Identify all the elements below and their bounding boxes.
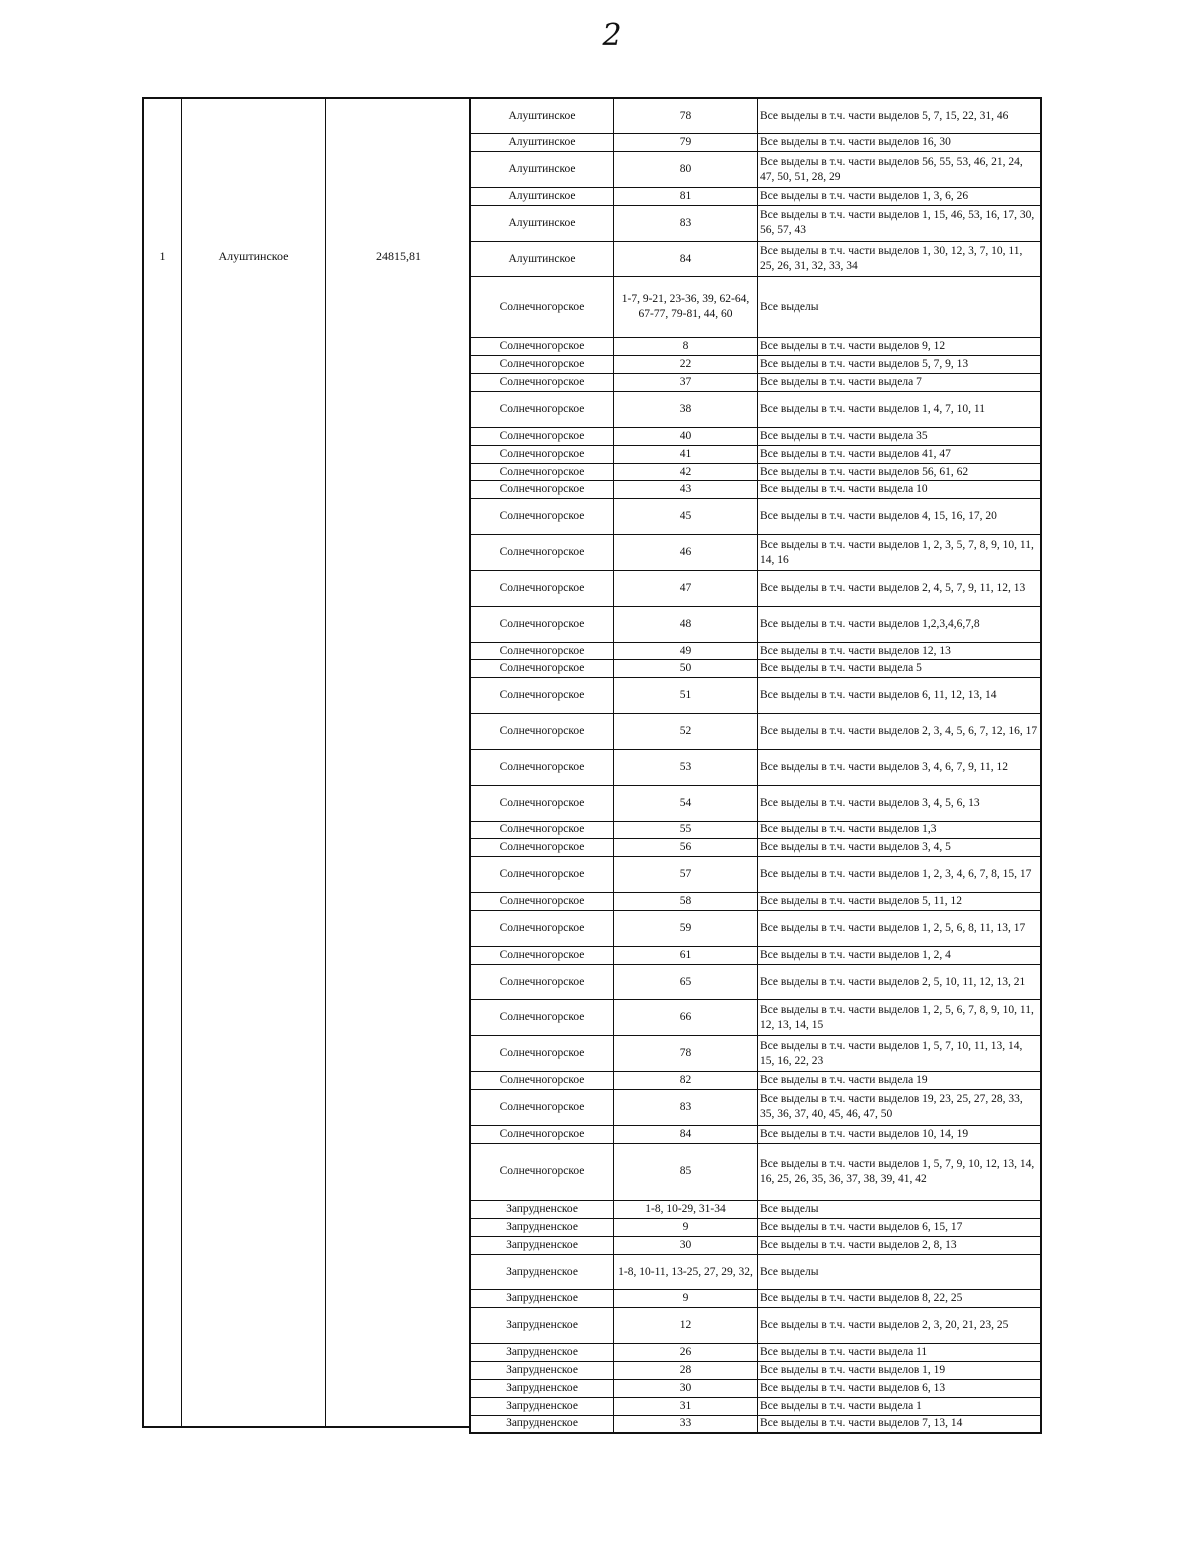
forestry-cell: Алуштинское [470,98,614,134]
table-row [470,463,1041,481]
forestry-cell: Солнечногорское [470,1000,614,1036]
description-cell: Все выделы в т.ч. части выделов 3, 4, 5 [758,839,1042,857]
description-cell: Все выделы в т.ч. части выделов 2, 3, 20, 21, 23, 25 [758,1308,1042,1344]
forestry-cell: Солнечногорское [470,857,614,893]
table-row [470,1143,1041,1200]
description-cell: Все выделы в т.ч. части выдела 7 [758,374,1042,392]
forestry-cell: Алуштинское [470,241,614,277]
forestry-cell: Солнечногорское [470,1143,614,1200]
quarter-cell: 41 [614,445,758,463]
forestry-cell: Алуштинское [470,134,614,152]
quarter-cell: 83 [614,1089,758,1125]
area-value: 24815,81 [376,249,421,263]
table-row [470,1397,1041,1415]
quarter-cell: 1-7, 9-21, 23-36, 39, 62-64, 67-77, 79-81, 44, 60 [614,277,758,338]
table-row [470,1000,1041,1036]
table-row [470,570,1041,606]
table-row [470,374,1041,392]
quarter-cell: 85 [614,1143,758,1200]
quarter-cell: 38 [614,392,758,428]
forestry-cell: Солнечногорское [470,785,614,821]
description-cell: Все выделы в т.ч. части выделов 9, 12 [758,338,1042,356]
quarter-cell: 40 [614,427,758,445]
forestry-cell: Запрудненское [470,1218,614,1236]
description-cell: Все выделы в т.ч. части выделов 1,3 [758,821,1042,839]
table-row [470,893,1041,911]
quarter-cell: 9 [614,1218,758,1236]
table-row [470,1254,1041,1290]
description-cell: Все выделы в т.ч. части выделов 1, 15, 46, 53, 16, 17, 30, 56, 57, 43 [758,205,1042,241]
quarter-cell: 50 [614,660,758,678]
forestry-cell: Запрудненское [470,1379,614,1397]
table-row [470,152,1041,188]
quarter-cell: 49 [614,642,758,660]
quarter-cell: 56 [614,839,758,857]
description-cell: Все выделы в т.ч. части выделов 5, 11, 12 [758,893,1042,911]
row-number: 1 [159,249,166,263]
forestry-cell: Солнечногорское [470,463,614,481]
table-row [470,98,1041,134]
description-cell: Все выделы в т.ч. части выделов 16, 30 [758,134,1042,152]
description-cell: Все выделы в т.ч. части выделов 1, 2, 4 [758,946,1042,964]
forestry-cell: Алуштинское [470,205,614,241]
description-cell: Все выделы в т.ч. части выделов 1, 2, 5, 6, 8, 11, 13, 17 [758,910,1042,946]
description-cell: Все выделы в т.ч. части выдела 5 [758,660,1042,678]
description-cell: Все выделы в т.ч. части выделов 1, 2, 3, 4, 6, 7, 8, 15, 17 [758,857,1042,893]
quarter-cell: 1-8, 10-29, 31-34 [614,1200,758,1218]
forestry-cell: Солнечногорское [470,821,614,839]
forestry-cell: Солнечногорское [470,392,614,428]
forestry-cell: Солнечногорское [470,499,614,535]
description-cell: Все выделы в т.ч. части выделов 41, 47 [758,445,1042,463]
description-cell: Все выделы в т.ч. части выделов 2, 4, 5, 7, 9, 11, 12, 13 [758,570,1042,606]
quarter-cell: 57 [614,857,758,893]
table-row [470,392,1041,428]
quarter-cell: 83 [614,205,758,241]
forestry-cell: Солнечногорское [470,964,614,1000]
table-row [470,427,1041,445]
quarter-cell: 45 [614,499,758,535]
details-table [469,97,1042,1434]
quarter-cell: 84 [614,1125,758,1143]
quarter-cell: 51 [614,678,758,714]
quarter-cell: 78 [614,98,758,134]
forestry-cell: Запрудненское [470,1200,614,1218]
quarter-cell: 58 [614,893,758,911]
quarter-cell: 43 [614,481,758,499]
description-cell: Все выделы в т.ч. части выделов 2, 3, 4, 5, 6, 7, 12, 16, 17 [758,714,1042,750]
table-row [470,338,1041,356]
forestry-cell: Солнечногорское [470,1036,614,1072]
table-row [470,1089,1041,1125]
forestry-cell: Солнечногорское [470,445,614,463]
table-row [470,1036,1041,1072]
forestry-cell: Солнечногорское [470,1072,614,1090]
description-cell: Все выделы в т.ч. части выделов 1, 2, 3, 5, 7, 8, 9, 10, 11, 14, 16 [758,535,1042,571]
table-row [470,1072,1041,1090]
description-cell: Все выделы в т.ч. части выделов 1, 5, 7, 9, 10, 12, 13, 14, 16, 25, 26, 35, 36, 37, 38, 39, 41, 42 [758,1143,1042,1200]
description-cell: Все выделы в т.ч. части выделов 8, 22, 25 [758,1290,1042,1308]
table-row [470,1361,1041,1379]
table-row [470,660,1041,678]
quarter-cell: 30 [614,1379,758,1397]
quarter-cell: 31 [614,1397,758,1415]
description-cell: Все выделы в т.ч. части выдела 1 [758,1397,1042,1415]
quarter-cell: 8 [614,338,758,356]
forestry-cell: Запрудненское [470,1361,614,1379]
quarter-cell: 30 [614,1236,758,1254]
quarter-cell: 78 [614,1036,758,1072]
table-row [470,535,1041,571]
quarter-cell: 42 [614,463,758,481]
forestry-cell: Солнечногорское [470,427,614,445]
quarter-cell: 22 [614,356,758,374]
forestry-cell: Солнечногорское [470,606,614,642]
table-row [470,821,1041,839]
table-row [470,678,1041,714]
forestry-cell: Солнечногорское [470,910,614,946]
quarter-cell: 52 [614,714,758,750]
description-cell: Все выделы в т.ч. части выделов 12, 13 [758,642,1042,660]
description-cell: Все выделы в т.ч. части выделов 56, 55, 53, 46, 21, 24, 47, 50, 51, 28, 29 [758,152,1042,188]
forestry-cell: Солнечногорское [470,1089,614,1125]
quarter-cell: 33 [614,1415,758,1433]
table-row [470,964,1041,1000]
description-cell: Все выделы [758,277,1042,338]
forestry-cell: Запрудненское [470,1290,614,1308]
forestry-cell: Солнечногорское [470,839,614,857]
forestry-cell: Запрудненское [470,1308,614,1344]
description-cell: Все выделы в т.ч. части выделов 1, 2, 5, 6, 7, 8, 9, 10, 11, 12, 13, 14, 15 [758,1000,1042,1036]
forestry-name-column [182,99,326,1426]
quarter-cell: 53 [614,749,758,785]
forestry-cell: Солнечногорское [470,338,614,356]
forestry-cell: Солнечногорское [470,749,614,785]
table-row [470,839,1041,857]
table-row [470,1379,1041,1397]
description-cell: Все выделы в т.ч. части выделов 10, 14, 19 [758,1125,1042,1143]
description-cell: Все выделы в т.ч. части выдела 10 [758,481,1042,499]
description-cell: Все выделы в т.ч. части выделов 7, 13, 14 [758,1415,1042,1433]
table-row [470,277,1041,338]
quarter-cell: 79 [614,134,758,152]
quarter-cell: 54 [614,785,758,821]
forestry-cell: Запрудненское [470,1344,614,1362]
description-cell: Все выделы в т.ч. части выделов 5, 7, 15, 22, 31, 46 [758,98,1042,134]
row-number-column [144,99,182,1426]
forestry-cell: Солнечногорское [470,1125,614,1143]
table-row [470,205,1041,241]
description-cell: Все выделы в т.ч. части выделов 19, 23, 25, 27, 28, 33, 35, 36, 37, 40, 45, 46, 47, 50 [758,1089,1042,1125]
table-row [470,241,1041,277]
forestry-cell: Солнечногорское [470,374,614,392]
quarter-cell: 12 [614,1308,758,1344]
table-row [470,749,1041,785]
table-row [470,1200,1041,1218]
table-row [470,1125,1041,1143]
forestry-cell: Солнечногорское [470,678,614,714]
table-row [470,1415,1041,1433]
table-row [470,785,1041,821]
description-cell: Все выделы в т.ч. части выдела 19 [758,1072,1042,1090]
page-number: 2 [602,18,622,53]
quarter-cell: 81 [614,187,758,205]
forestry-cell: Запрудненское [470,1397,614,1415]
table-row [470,187,1041,205]
forestry-cell: Солнечногорское [470,535,614,571]
forestry-cell: Солнечногорское [470,277,614,338]
quarter-cell: 1-8, 10-11, 13-25, 27, 29, 32, [614,1254,758,1290]
table-row [470,499,1041,535]
description-cell: Все выделы в т.ч. части выделов 1, 30, 12, 3, 7, 10, 11, 25, 26, 31, 32, 33, 34 [758,241,1042,277]
quarter-cell: 84 [614,241,758,277]
main-row-table [142,97,469,1428]
quarter-cell: 28 [614,1361,758,1379]
description-cell: Все выделы в т.ч. части выделов 6, 11, 12, 13, 14 [758,678,1042,714]
forestry-cell: Солнечногорское [470,356,614,374]
details-body [470,98,1041,1433]
description-cell: Все выделы в т.ч. части выделов 3, 4, 6, 7, 9, 11, 12 [758,749,1042,785]
quarter-cell: 59 [614,910,758,946]
table-row [470,857,1041,893]
quarter-cell: 61 [614,946,758,964]
description-cell: Все выделы в т.ч. части выделов 56, 61, 62 [758,463,1042,481]
forestry-cell: Алуштинское [470,152,614,188]
description-cell: Все выделы в т.ч. части выделов 1, 5, 7, 10, 11, 13, 14, 15, 16, 22, 23 [758,1036,1042,1072]
forestry-cell: Запрудненское [470,1415,614,1433]
table-row [470,642,1041,660]
description-cell: Все выделы в т.ч. части выделов 6, 15, 17 [758,1218,1042,1236]
table-row [470,1236,1041,1254]
table-row [470,134,1041,152]
forestry-cell: Солнечногорское [470,714,614,750]
forestry-cell: Запрудненское [470,1236,614,1254]
forestry-cell: Солнечногорское [470,481,614,499]
forestry-cell: Солнечногорское [470,642,614,660]
table-row [470,910,1041,946]
description-cell: Все выделы в т.ч. части выделов 2, 5, 10, 11, 12, 13, 21 [758,964,1042,1000]
forestry-name: Алуштинское [218,249,289,263]
area-column [326,99,471,1426]
table-row [470,1290,1041,1308]
description-cell: Все выделы в т.ч. части выделов 1, 4, 7, 10, 11 [758,392,1042,428]
table-row [470,1218,1041,1236]
table-row [470,445,1041,463]
quarter-cell: 55 [614,821,758,839]
forestry-cell: Солнечногорское [470,893,614,911]
description-cell: Все выделы в т.ч. части выделов 3, 4, 5, 6, 13 [758,785,1042,821]
description-cell: Все выделы в т.ч. части выдела 35 [758,427,1042,445]
description-cell: Все выделы [758,1254,1042,1290]
table-row [470,606,1041,642]
description-cell: Все выделы в т.ч. части выделов 1,2,3,4,6,7,8 [758,606,1042,642]
description-cell: Все выделы в т.ч. части выделов 5, 7, 9, 13 [758,356,1042,374]
description-cell: Все выделы в т.ч. части выделов 2, 8, 13 [758,1236,1042,1254]
quarter-cell: 47 [614,570,758,606]
description-cell: Все выделы в т.ч. части выдела 11 [758,1344,1042,1362]
forestry-cell: Солнечногорское [470,570,614,606]
table-row [470,356,1041,374]
quarter-cell: 48 [614,606,758,642]
table-row [470,714,1041,750]
quarter-cell: 66 [614,1000,758,1036]
quarter-cell: 9 [614,1290,758,1308]
quarter-cell: 37 [614,374,758,392]
table-row [470,946,1041,964]
forestry-cell: Солнечногорское [470,660,614,678]
quarter-cell: 46 [614,535,758,571]
description-cell: Все выделы [758,1200,1042,1218]
description-cell: Все выделы в т.ч. части выделов 6, 13 [758,1379,1042,1397]
description-cell: Все выделы в т.ч. части выделов 1, 19 [758,1361,1042,1379]
table-row [470,1344,1041,1362]
quarter-cell: 26 [614,1344,758,1362]
description-cell: Все выделы в т.ч. части выделов 1, 3, 6, 26 [758,187,1042,205]
description-cell: Все выделы в т.ч. части выделов 4, 15, 16, 17, 20 [758,499,1042,535]
quarter-cell: 65 [614,964,758,1000]
forestry-cell: Запрудненское [470,1254,614,1290]
quarter-cell: 82 [614,1072,758,1090]
forestry-cell: Солнечногорское [470,946,614,964]
quarter-cell: 80 [614,152,758,188]
forestry-cell: Алуштинское [470,187,614,205]
table-row [470,1308,1041,1344]
table-row [470,481,1041,499]
